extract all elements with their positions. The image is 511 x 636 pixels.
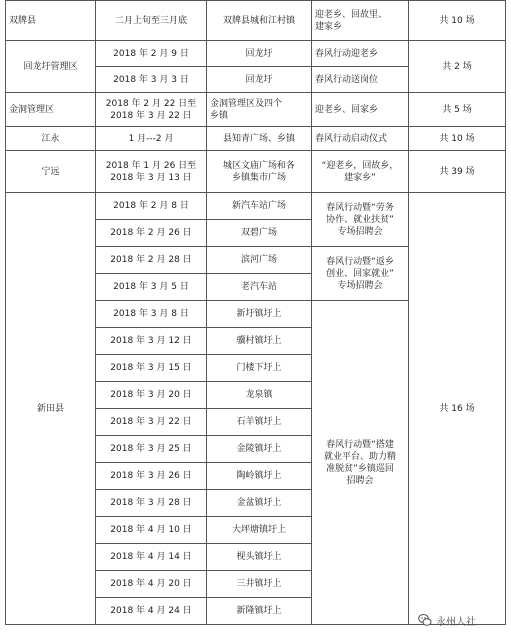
county-cell: 江永 bbox=[6, 127, 96, 151]
venue-cell: 陶岭镇圩上 bbox=[207, 463, 312, 490]
venue-cell: 骥村镇圩上 bbox=[207, 328, 312, 355]
date-cell: 2018 年 3 月 25 日 bbox=[96, 436, 207, 463]
venue-cell: 滨河广场 bbox=[207, 247, 312, 274]
sessions-cell: 共 10 场 bbox=[409, 1, 506, 41]
schedule-table bbox=[5, 0, 506, 625]
county-cell: 双牌县 bbox=[6, 1, 96, 41]
date-cell: 2018 年 4 月 14 日 bbox=[96, 544, 207, 571]
venue-cell: 大坪塘镇圩上 bbox=[207, 517, 312, 544]
venue-cell: 石羊镇圩上 bbox=[207, 409, 312, 436]
date-cell: 2018 年 3 月 26 日 bbox=[96, 463, 207, 490]
date-cell: 2018 年 3 月 8 日 bbox=[96, 301, 207, 328]
activity-cell: 春风行动启动仪式 bbox=[312, 127, 409, 151]
county-cell: 金洞管理区 bbox=[6, 93, 96, 127]
watermark bbox=[418, 610, 476, 630]
date-cell: 2018 年 2 月 28 日 bbox=[96, 247, 207, 274]
watermark-text: 永州人社 bbox=[436, 616, 476, 628]
date-cell: 2018 年 3 月 5 日 bbox=[96, 274, 207, 301]
table-row bbox=[6, 41, 506, 67]
activity-cell: 春风行动暨“劳务 协作、就业扶贫” 专场招聘会 bbox=[312, 193, 409, 247]
date-cell: 2018 年 2 月 8 日 bbox=[96, 193, 207, 220]
date-cell: 2018 年 2 月 22 日至 2018 年 3 月 22 日 bbox=[96, 93, 207, 127]
venue-cell: 回龙圩 bbox=[207, 41, 312, 67]
county-cell: 新田县 bbox=[6, 193, 96, 625]
table-row bbox=[6, 127, 506, 151]
activity-cell: 春风行动迎老乡 bbox=[312, 41, 409, 67]
venue-cell: 老汽车站 bbox=[207, 274, 312, 301]
date-cell: 2018 年 3 月 28 日 bbox=[96, 490, 207, 517]
date-cell: 1 月---2 月 bbox=[96, 127, 207, 151]
date-cell: 2018 年 2 月 9 日 bbox=[96, 41, 207, 67]
venue-cell: 金洞管理区及四个 乡镇 bbox=[207, 93, 312, 127]
venue-cell: 回龙圩 bbox=[207, 67, 312, 93]
date-cell: 2018 年 4 月 20 日 bbox=[96, 571, 207, 598]
county-cell: 回龙圩管理区 bbox=[6, 41, 96, 93]
table-row bbox=[6, 193, 506, 220]
venue-cell: 双碧广场 bbox=[207, 220, 312, 247]
venue-cell: 城区文庙广场和各 乡镇集市广场 bbox=[207, 151, 312, 193]
venue-cell: 新隆镇圩上 bbox=[207, 598, 312, 625]
date-cell: 2018 年 3 月 20 日 bbox=[96, 382, 207, 409]
date-cell: 2018 年 3 月 12 日 bbox=[96, 328, 207, 355]
activity-cell: 春风行动暨“返乡 创业、回家就业” 专场招聘会 bbox=[312, 247, 409, 301]
date-cell: 二月上旬至三月底 bbox=[96, 1, 207, 41]
sessions-cell: 共 10 场 bbox=[409, 127, 506, 151]
date-cell: 2018 年 3 月 15 日 bbox=[96, 355, 207, 382]
venue-cell: 龙泉镇 bbox=[207, 382, 312, 409]
table-row bbox=[6, 93, 506, 127]
sessions-cell: 共 16 场 bbox=[409, 193, 506, 625]
activity-cell: 春风行动送岗位 bbox=[312, 67, 409, 93]
venue-cell: 县知青广场、乡镇 bbox=[207, 127, 312, 151]
date-cell: 2018 年 2 月 26 日 bbox=[96, 220, 207, 247]
venue-cell: 新汽车站广场 bbox=[207, 193, 312, 220]
date-cell: 2018 年 4 月 10 日 bbox=[96, 517, 207, 544]
date-cell: 2018 年 3 月 22 日 bbox=[96, 409, 207, 436]
county-cell: 宁远 bbox=[6, 151, 96, 193]
venue-cell: 三井镇圩上 bbox=[207, 571, 312, 598]
sessions-cell: 共 5 场 bbox=[409, 93, 506, 127]
sessions-cell: 共 2 场 bbox=[409, 41, 506, 93]
activity-cell: “迎老乡，回故乡， 建家乡” bbox=[312, 151, 409, 193]
venue-cell: 双牌县城和江村镇 bbox=[207, 1, 312, 41]
venue-cell: 金盆镇圩上 bbox=[207, 490, 312, 517]
activity-cell: 迎老乡、回家乡 bbox=[312, 93, 409, 127]
sessions-cell: 共 39 场 bbox=[409, 151, 506, 193]
table-row bbox=[6, 1, 506, 41]
date-cell: 2018 年 3 月 3 日 bbox=[96, 67, 207, 93]
venue-cell: 门楼下圩上 bbox=[207, 355, 312, 382]
venue-cell: 金陵镇圩上 bbox=[207, 436, 312, 463]
activity-cell: 迎老乡、回故里、 建家乡 bbox=[312, 1, 409, 41]
activity-cell: 春风行动暨“搭建 就业平台、助力精 准脱贫”乡镇巡回 招聘会 bbox=[312, 301, 409, 625]
venue-cell: 新圩镇圩上 bbox=[207, 301, 312, 328]
venue-cell: 枧头镇圩上 bbox=[207, 544, 312, 571]
date-cell: 2018 年 1 月 26 日至 2018 年 3 月 13 日 bbox=[96, 151, 207, 193]
wechat-icon bbox=[418, 613, 432, 627]
table-row bbox=[6, 151, 506, 193]
date-cell: 2018 年 4 月 24 日 bbox=[96, 598, 207, 625]
